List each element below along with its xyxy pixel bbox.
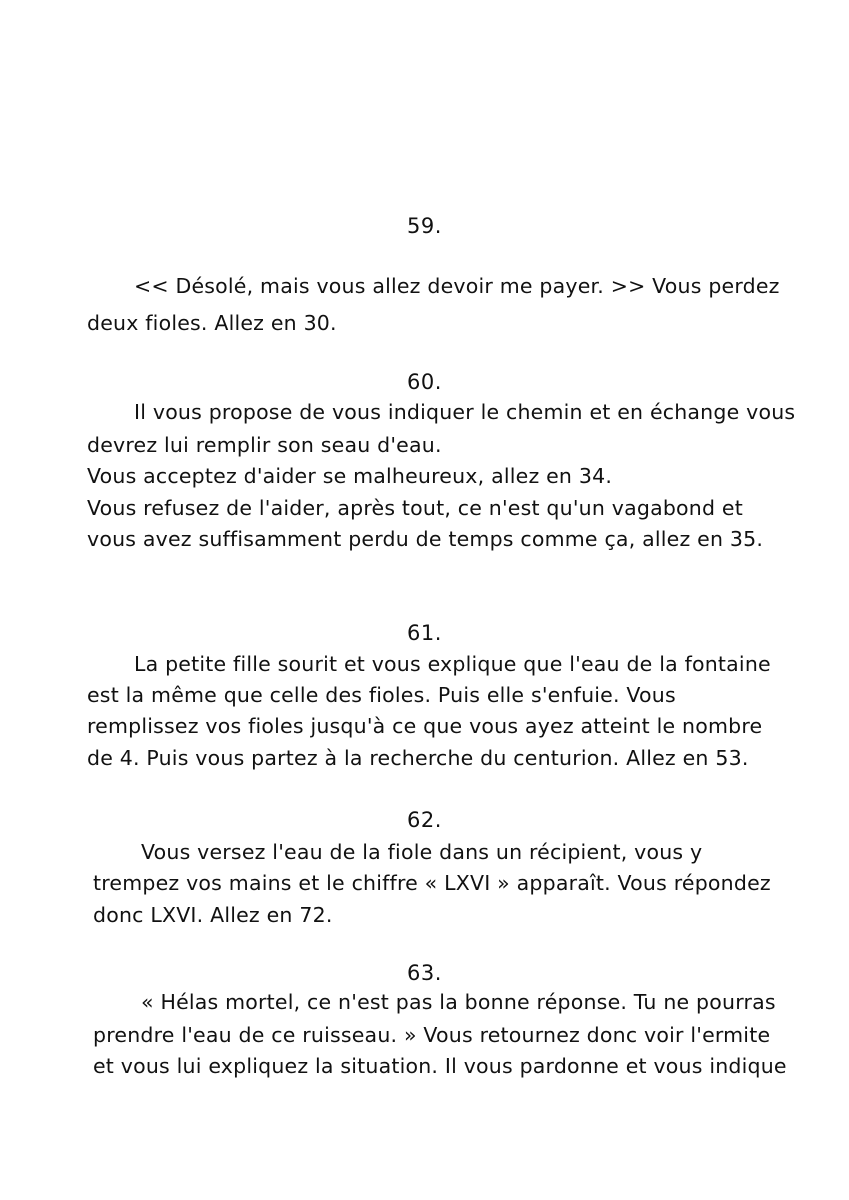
text-line: vous avez suffisamment perdu de temps comme ça, allez en 35.	[87, 527, 764, 551]
text-line: Il vous propose de vous indiquer le chemin et en échange vous	[134, 400, 796, 424]
text-line: Vous acceptez d'aider se malheureux, allez en 34.	[87, 464, 613, 488]
text-line: Vous versez l'eau de la fiole dans un récipient, vous y	[141, 840, 703, 864]
text-line: Vous refusez de l'aider, après tout, ce n'est qu'un vagabond et	[87, 496, 743, 520]
text-line: est la même que celle des fioles. Puis elle s'enfuie. Vous	[87, 683, 676, 707]
text-line: << Désolé, mais vous allez devoir me payer. >> Vous perdez	[134, 274, 780, 298]
text-line: et vous lui expliquez la situation. Il vous pardonne et vous indique	[93, 1054, 787, 1078]
text-line: devrez lui remplir son seau d'eau.	[87, 433, 442, 457]
text-line: remplissez vos fioles jusqu'à ce que vous ayez atteint le nombre	[87, 714, 763, 738]
text-line: donc LXVI. Allez en 72.	[93, 903, 333, 927]
section-number: 61.	[407, 621, 442, 645]
text-line: de 4. Puis vous partez à la recherche du centurion. Allez en 53.	[87, 746, 749, 770]
section-number: 62.	[407, 808, 442, 832]
section-number: 63.	[407, 961, 442, 985]
section-number: 60.	[407, 370, 442, 394]
section-number: 59.	[407, 214, 442, 238]
text-line: La petite fille sourit et vous explique que l'eau de la fontaine	[134, 652, 771, 676]
text-line: deux fioles. Allez en 30.	[87, 311, 337, 335]
text-line: « Hélas mortel, ce n'est pas la bonne réponse. Tu ne pourras	[141, 990, 776, 1014]
text-line: trempez vos mains et le chiffre « LXVI » apparaît. Vous répondez	[93, 871, 771, 895]
text-line: prendre l'eau de ce ruisseau. » Vous retournez donc voir l'ermite	[93, 1023, 771, 1047]
